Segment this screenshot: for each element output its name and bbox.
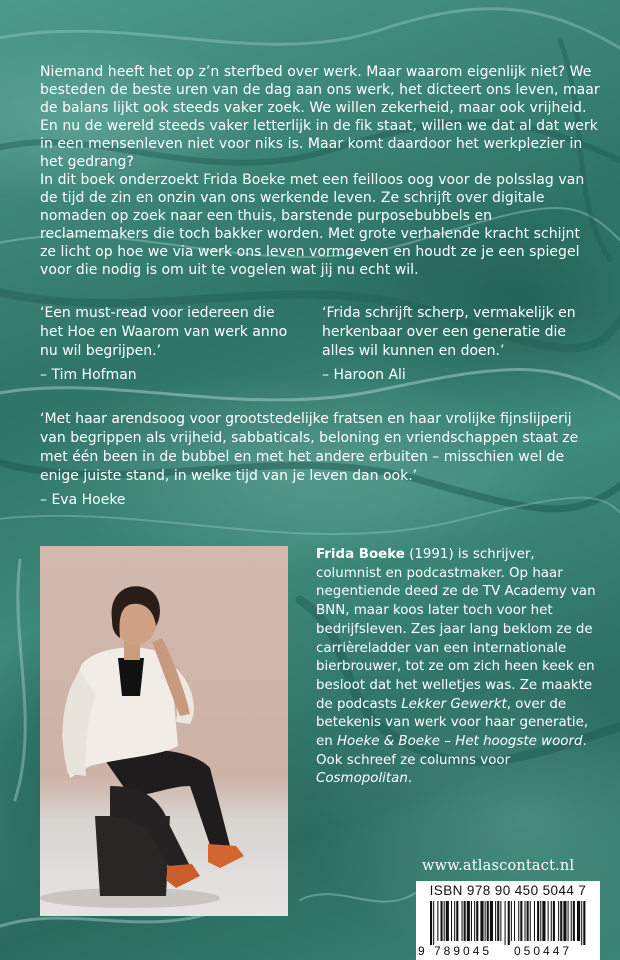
quote-text: ‘Frida schrijft scherp, vermakelijk en herkenbaar over een generatie die alles wil kunnen en doen.’ [322,305,576,359]
podcast-title-1: Lekker Gewerkt [401,696,507,712]
quote-author: – Haroon Ali [322,367,406,383]
review-quote-2 [322,304,582,385]
review-quote-1 [40,304,300,385]
quote-author: – Eva Hoeke [40,492,126,508]
author-bio [316,546,596,789]
barcode-bars [426,901,590,945]
bio-text: . Ook schreef ze columns voor [316,734,587,768]
isbn-barcode [416,881,600,960]
bio-text: . [407,771,413,787]
back-cover-blurb [40,63,600,279]
quote-text: ‘Een must-read voor iedereen die het Hoe en Waarom van werk anno nu wil begrijpen.’ [40,305,288,359]
barcode-digits-right: 050447 [514,944,573,958]
publisher-website: www.atlascontact.nl [422,858,575,874]
blurb-paragraph-2: In dit boek onderzoekt Frida Boeke met een feilloos oog voor de polsslag van de tijd de zin en onzin van ons werkende leven. Ze schrijft over digitale nomaden op zoek naar een thuis, barstende purposebubbels en reclamemakers die toch bakker worden. Met grote verhalende kracht schijnt ze licht op hoe we via werk ons leven vormgeven en houdt ze je een spiegel voor die nodig is om uit te vogelen wat jij nu echt wil. [40,172,585,278]
barcode-digits-left: 789045 [434,944,493,958]
review-quote-3 [40,410,600,510]
author-name: Frida Boeke [316,547,405,562]
barcode-digit-first: 9 [418,944,425,958]
bio-text: (1991) is schrijver, columnist en podcastmaker. Op haar negentiende deed ze de TV Academy van BNN, maar koos later toch voor het bedrijfsleven. Zes jaar lang beklom ze de carrièreladder van een internationale bierbrouwer, tot ze om zich heen keek en besloot dat het welletjes was. Ze maakte de podcasts [316,547,596,712]
blurb-paragraph-1: Niemand heeft het op z’n sterfbed over werk. Maar waarom eigenlijk niet? We besteden de beste uren van de dag aan ons werk, het dicteert ons leven, maar de balans lijkt ook steeds vaker zoek. We willen zekerheid, maar ook vrijheid. En nu de wereld steeds vaker letterlijk in de fik staat, willen we dat al dat werk in een mensenleven niet voor niks is. Maar komt daardoor het werkplezier in het gedrang? [40,64,600,170]
quote-author: – Tim Hofman [40,367,137,383]
magazine-title: Cosmopolitan [316,771,408,787]
bio-text: , over de betekenis van werk voor haar generatie, en [316,696,589,750]
quote-text: ‘Met haar arendsoog voor grootstedelijke fratsen en haar vrolijke fijnslijperij van begrippen als vrijheid, sabbaticals, beloning en vriendschappen staat ze met één been in de bubbel en met het andere erbuiten – misschien wel de enige juiste stand, in welke tijd van je leven dan ook.’ [40,411,579,484]
isbn-label: ISBN 978 90 450 5044 7 [429,883,587,898]
author-photo [40,546,288,916]
podcast-title-2: Hoeke & Boeke – Het hoogste woord [336,734,583,750]
